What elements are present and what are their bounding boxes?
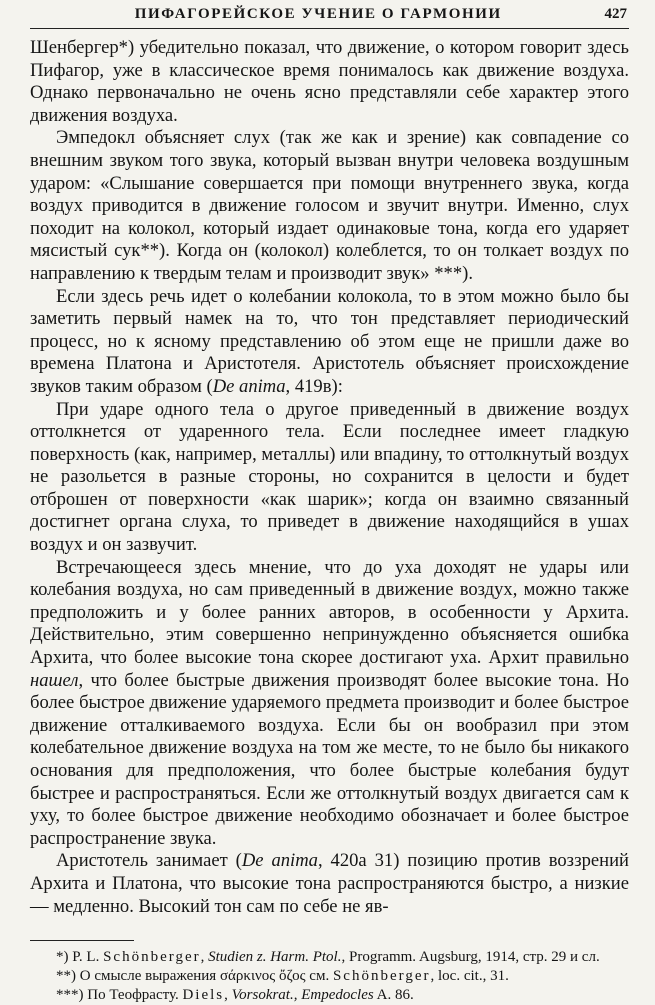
footnote-1-title: Studien z. Harm. Ptol.: [208, 949, 342, 966]
footnote-2: [30, 967, 629, 986]
paragraph-5-text-b: , 420а 31) позицию против воззрений Архита и Платона, что высокие тона распространяются быстро, а низкие — медленно. Высокий тон сам по себе не яв-: [30, 850, 629, 917]
body-text: [30, 37, 629, 918]
footnote-2-text: **) О смысле выражения σάρκινος ὄζος см.: [56, 968, 330, 985]
footnote-3-title: Vorsokrat., Empedocles: [231, 987, 374, 1004]
footnote-2-rest: , loc. cit., 31.: [430, 968, 509, 985]
footnote-2-author: Schönberger: [332, 968, 431, 985]
footnote-1-rest: , Programm. Augsburg, 1914, стр. 29 и сл.: [341, 949, 600, 966]
footnotes: [30, 948, 629, 1005]
paragraph-5: [30, 850, 629, 918]
emphasis-word: нашел: [30, 669, 79, 691]
paragraph-1: Шенбергер*) убедительно показал, что движение, о котором говорит здесь Пифагор, уже в классическое время понималось как движение воздуха. Однако первоначально не очень ясно представляли себе характер этого движения воздуха.: [30, 37, 629, 126]
footnote-3-text: ***) По Теофрасту.: [56, 987, 179, 1004]
footnote-1-author: Schönberger: [103, 949, 201, 966]
paragraph-3-text-b: , 419в):: [285, 375, 343, 397]
paragraph-2: Эмпедокл объясняет слух (так же как и зрение) как совпадение со внешним звуком того звука, который вызван внутри человека воздушным ударом: «Слышание совершается при помощи внутреннего звука, когда воздух приводится в движение голосом и звучит внутри. Именно, слух походит на колокол, который издает одинаковые тона, когда его ударяет мясистый сук**). Когда он (колокол) колеблется, то он толкает воздух по направлению к твердым телам и производит звук» ***).: [30, 127, 629, 284]
footnote-3-rest: A. 86.: [373, 987, 414, 1004]
footnote-3-author: Diels: [182, 987, 225, 1004]
footnote-3: [30, 986, 629, 1005]
paragraph-4: [30, 557, 629, 851]
running-header: [30, 6, 629, 29]
footnote-1-mark: *) P. L.: [56, 949, 100, 966]
page-number: 427: [604, 6, 627, 22]
footnote-1: *) P. L. Schönberger, Studien z. Harm. Ptol., Programm. Augsburg, 1914, стр. 29 и сл.: [56, 949, 600, 966]
citation-de-anima: De anima: [212, 375, 286, 397]
citation-de-anima-2: De anima: [241, 850, 318, 872]
aristotle-quote: При ударе одного тела о другое приведенный в движение воздух оттолкнется от ударенного тела. Если последнее имеет гладкую поверхность (как, например, металлы) или впадину, то оттолкнутый воздух не разольется в разные стороны, но сохранится в целости и будет отброшен от поверхности «как шарик»; когда он взаимно связанный достигнет органа слуха, то приведет в движение находящийся в ушах воздух и он зазвучит.: [30, 398, 629, 556]
paragraph-3: [30, 286, 629, 399]
paragraph-5-text-a: Аристотель занимает (: [56, 850, 242, 872]
paragraph-4-text-b: , что более быстрые движения производят более высокие тона. Но более быстрое движение ударяемого предмета производит и более быстрое движение отталкиваемого воздуха. Если бы он вообразил при этом колебательное движение воздуха на том же месте, то не было бы никакого основания для предположения, что более быстрые колебания будут быстрее и распространяться. Если же оттолкнутый воздух двигается сам к уху, то более быстрое движение необходимо обозначает и более быстрое распространение звука.: [30, 669, 629, 849]
footnote-divider: [30, 940, 134, 941]
paragraph-4-text-a: Встречающееся здесь мнение, что до уха доходят не удары или колебания воздуха, но сам приведенный в движение воздух, можно также предположить и у более ранних авторов, в особенности у Архита. Действительно, этим совершенно непринужденно объясняется ошибка Архита, что более высокие тона скорее достигают уха. Архит правильно: [30, 556, 629, 669]
running-title: ПИФАГОРЕЙСКОЕ УЧЕНИЕ О ГАРМОНИИ: [134, 6, 502, 22]
footnote-3-sep: ,: [224, 987, 228, 1004]
paragraph-3-text-a: Если здесь речь идет о колебании колокола, то в этом можно было бы заметить первый намек на то, что тон представляет периодический процесс, но к ясному представлению об этом еще не пришли даже во времена Платона и Аристотеля. Аристотель объясняет происхождение звуков таким образом (: [30, 285, 629, 397]
